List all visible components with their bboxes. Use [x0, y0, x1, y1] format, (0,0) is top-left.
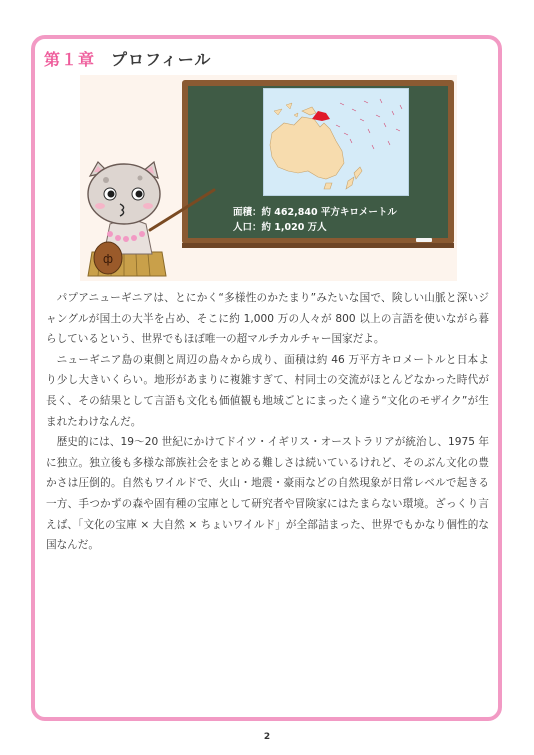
paragraph: パプアニューギニアは、とにかく“多様性のかたまり”みたいな国で、険しい山脈と深いジャングルが国土の大半を占め、そこに約 1,000 万の人々が 800 以上の言語を使いながら暮らしているという、世界でもほぼ唯一の超マルチカルチャー国家だよ。 — [46, 292, 489, 346]
chapter-heading — [44, 47, 211, 70]
chalk-icon — [416, 238, 432, 242]
area-text: 面積：約 462,840 平方キロメートル — [233, 207, 397, 218]
svg-text:ф: ф — [102, 252, 114, 266]
chapter-number: 第１章 — [44, 50, 96, 69]
population-text: 人口：約 1,020 万人 — [233, 222, 327, 233]
oceania-map-icon — [264, 89, 408, 195]
page-number: 2 — [263, 732, 271, 742]
map-image — [263, 88, 409, 196]
chapter-title: プロフィール — [111, 50, 212, 69]
paragraph: 歴史的には、19〜20 世紀にかけてドイツ・イギリス・オーストラリアが統治し、1975 年に独立。独立後も多様な部族社会をまとめる難しさは続いているけれど、そのぶん文化の豊かさは圧倒的。自然もワイルドで、火山・地震・豪雨などの自然現象が日常レベルで起きる一方、手つかずの森や固有種の宝庫として研究者や冒険家にはたまらない環境。ざっくり言えば、「文化の宝庫 × 大自然 × ちょいワイルド」が全部詰まった、世界でもかなり個性的な国なんだ。 — [46, 436, 489, 552]
chalkboard-ledge — [182, 243, 454, 248]
paragraph: ニューギニア島の東側と周辺の島々から成り、面積は約 46 万平方キロメートルと日本より少し大きいくらい。地形があまりに複雑すぎて、村同士の交流がほとんどなかった時代が長く、その結果として言語も文化も価値観も地域ごとにまったく違う“文化のモザイク”が生まれたわけなんだ。 — [46, 353, 489, 428]
body-text — [46, 288, 489, 556]
mascot-character-icon — [80, 160, 220, 280]
board-stats — [233, 205, 397, 235]
